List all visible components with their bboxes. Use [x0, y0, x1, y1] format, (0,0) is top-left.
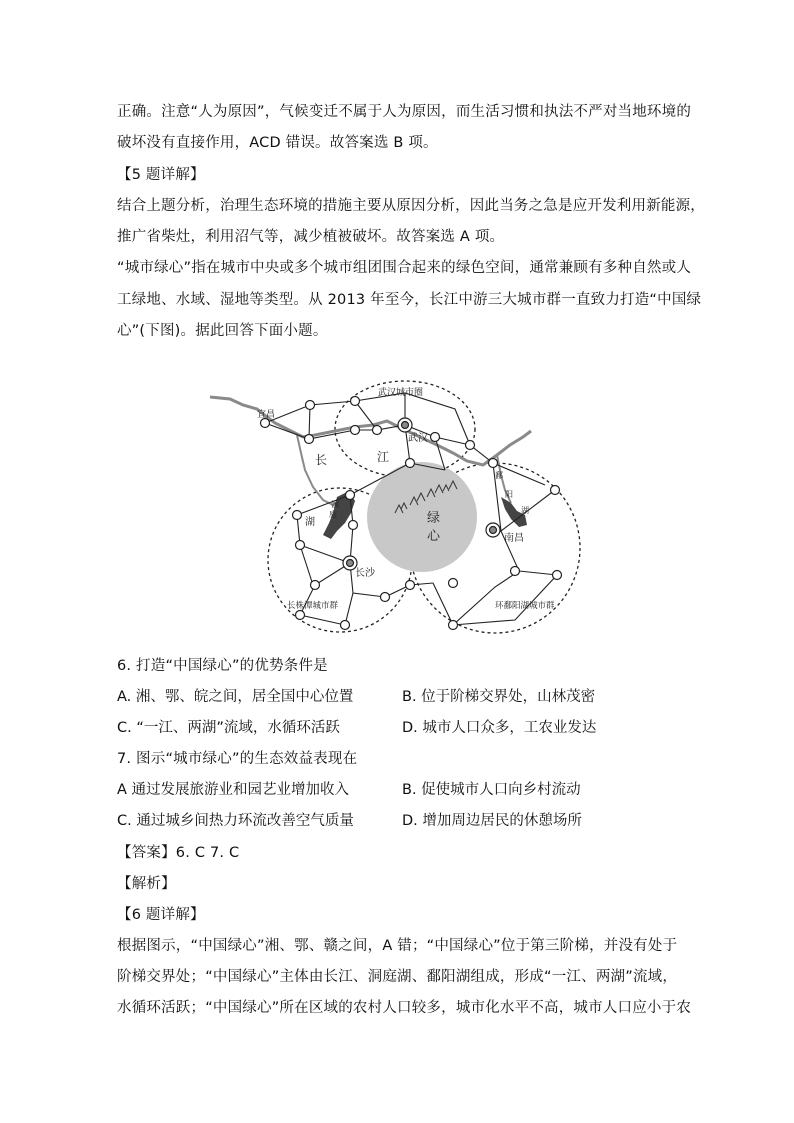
label-jiang: 江 [377, 450, 390, 464]
text-line: 心”(下图)。据此回答下面小题。 [117, 323, 328, 339]
question-6: 6. 打造“中国绿心”的优势条件是 [117, 658, 328, 674]
q7-option-d: D. 增加周边居民的休憩场所 [402, 813, 582, 829]
text-line: “城市绿心”指在城市中央或多个城市组团围合起来的绿色空间，通常兼顾有多种自然或人 [117, 260, 692, 276]
label-hu: 湖 [305, 517, 315, 528]
xiang-river [297, 435, 345, 505]
label-poyang-cluster: 环鄱阳湖城市群 [495, 601, 555, 611]
label-green1: 绿 [427, 511, 441, 526]
text-line: 根据图示，“中国绿心”湘、鄂、赣之间，A 错；“中国绿心”位于第三阶梯，并没有处于 [117, 938, 678, 954]
label-green2: 心 [427, 529, 441, 544]
text-line: 推广省柴灶，利用沼气等，减少植被破坏。故答案选 A 项。 [117, 229, 505, 245]
section-heading: 【5 题详解】 [117, 167, 205, 183]
label-wuhan: 武汉 [408, 433, 428, 444]
text-line: 水循环活跃；“中国绿心”所在区域的农村人口较多，城市化水平不高，城市人口应小于农 [117, 1000, 692, 1016]
section-heading: 【6 题详解】 [117, 907, 205, 923]
text-line: 结合上题分析，治理生态环境的措施主要从原因分析，因此当务之急是应开发利用新能源， [117, 198, 705, 214]
label-ting: 庭 [329, 510, 337, 519]
answer-line: 【答案】6. C 7. C [117, 845, 240, 861]
label-wuhan-circle: 武汉城市圈 [378, 388, 424, 398]
q7-option-b: B. 促使城市人口向乡村流动 [402, 782, 581, 798]
label-chang: 长 [315, 453, 328, 467]
label-cztcluster: 长株潭城市群 [287, 601, 339, 611]
green-heart-area [367, 462, 477, 572]
label-po: 鄱 [495, 471, 503, 480]
text-line: 工绿地、水域、湿地等类型。从 2013 年至今，长江中游三大城市群一直致力打造“中国绿 [117, 292, 702, 308]
label-nanchang: 南昌 [504, 533, 524, 544]
q6-option-c: C. “一江、两湖”流域，水循环活跃 [117, 720, 340, 736]
q6-option-b: B. 位于阶梯交界处，山林茂密 [402, 689, 596, 705]
analysis-heading: 【解析】 [117, 876, 176, 892]
q7-option-c: C. 通过城乡间热力环流改善空气质量 [117, 813, 354, 829]
label-yichang: 宜昌 [257, 410, 276, 420]
text-line: 阶梯交界处；“中国绿心”主体由长江、洞庭湖、鄱阳湖组成，形成“一江、两湖”流域， [117, 969, 678, 985]
label-changsha: 长沙 [355, 568, 375, 579]
question-7: 7. 图示“城市绿心”的生态效益表现在 [117, 751, 358, 767]
text-line: 破坏没有直接作用，ACD 错误。故答案选 B 项。 [117, 135, 438, 151]
label-dong: 洞 [331, 500, 339, 509]
q7-option-a: A 通过发展旅游业和园艺业增加收入 [117, 782, 350, 798]
green-heart-map [205, 375, 595, 637]
q6-option-a: A. 湘、鄂、皖之间，居全国中心位置 [117, 689, 354, 705]
label-hu2: 湖 [521, 506, 529, 515]
q6-option-d: D. 城市人口众多，工农业发达 [402, 720, 597, 736]
text-line: 正确。注意“人为原因”，气候变迁不属于人为原因，而生活习惯和执法不严对当地环境的 [117, 104, 692, 120]
label-yang: 阳 [505, 490, 513, 499]
